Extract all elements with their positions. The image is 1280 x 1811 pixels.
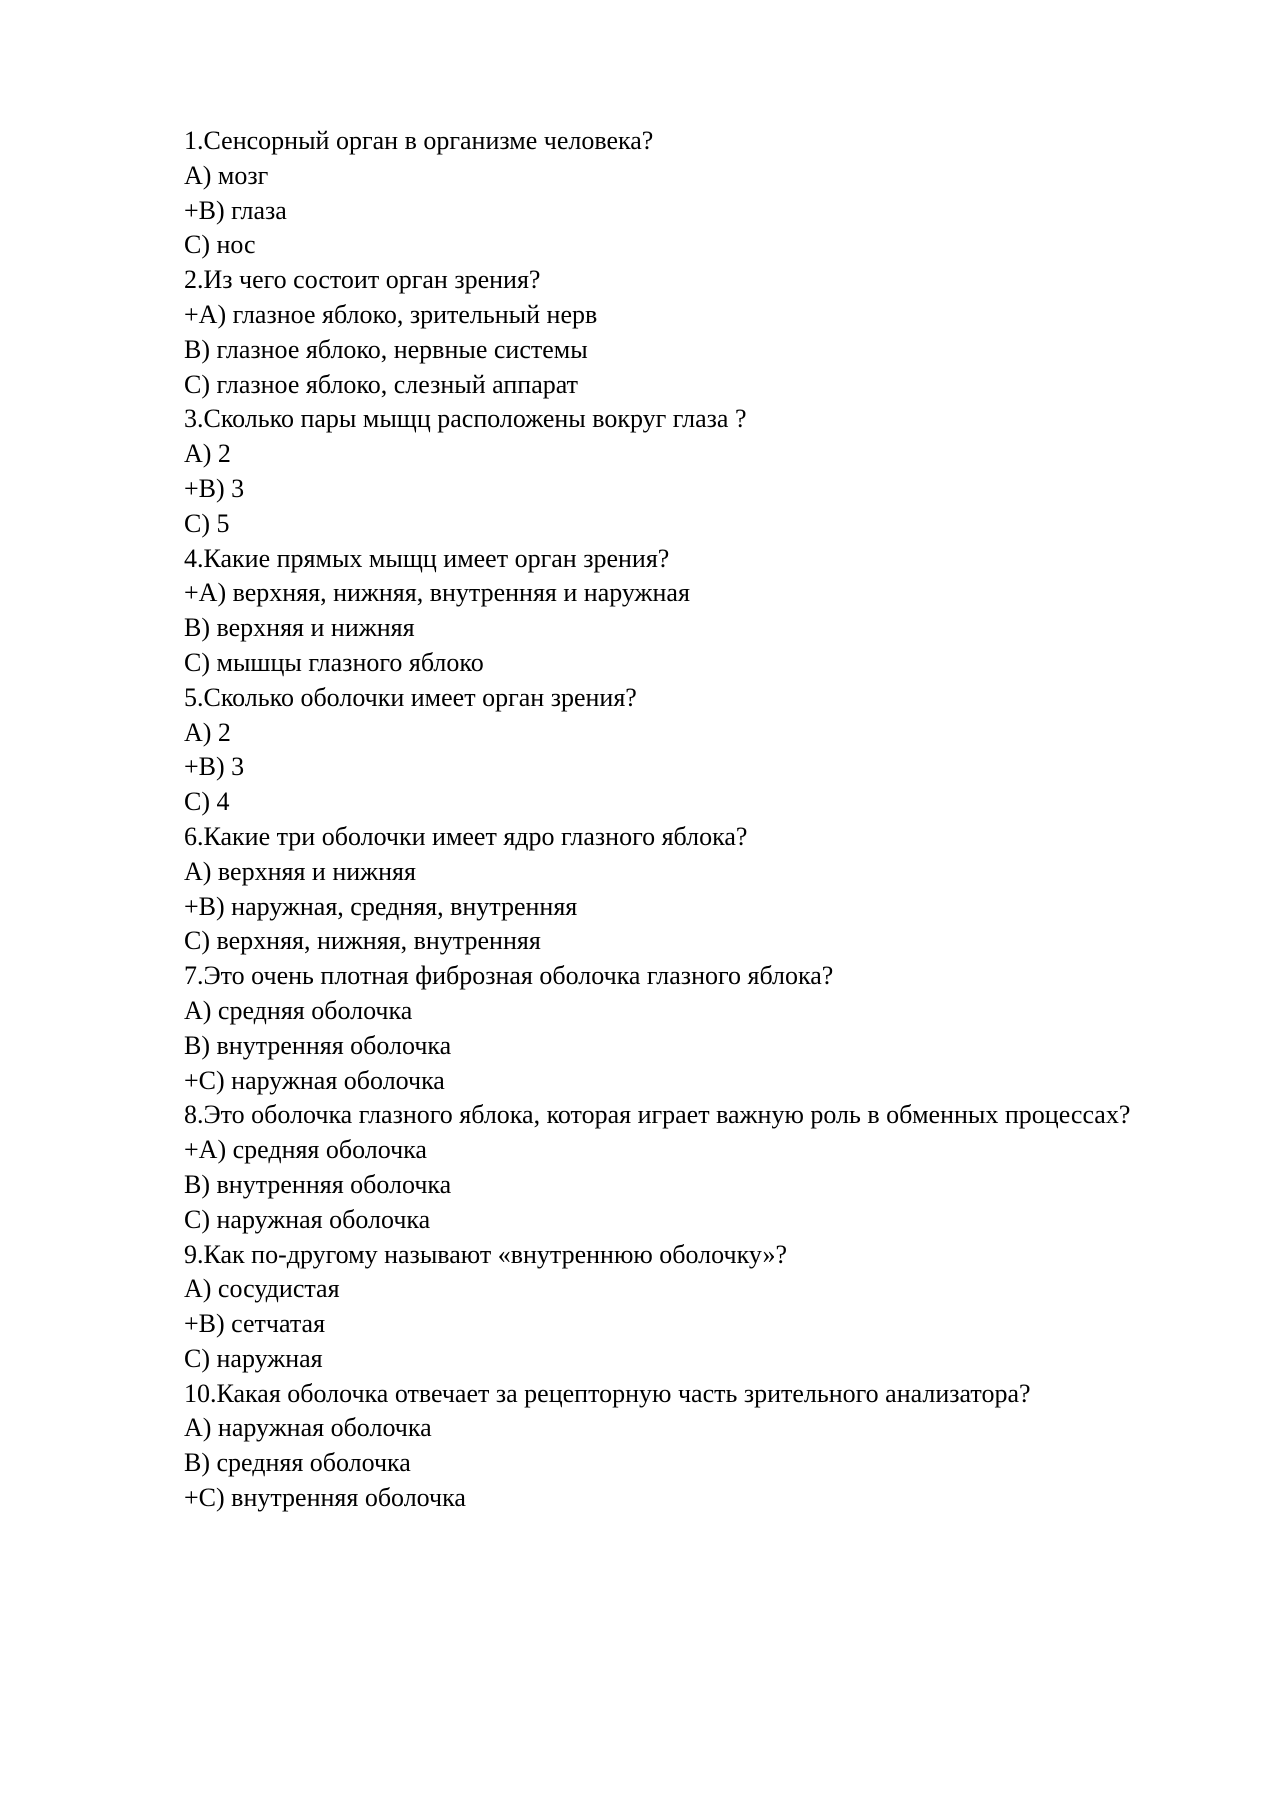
answer-8a: +А) средняя оболочка [184, 1135, 427, 1165]
answer-1b: +В) глаза [184, 195, 287, 225]
answer-9c: С) наружная [184, 1343, 323, 1373]
question-2: 2.Из чего состоит орган зрения? [184, 265, 541, 295]
answer-4a: +А) верхняя, нижняя, внутренняя и наружная [184, 578, 690, 608]
answer-4c: С) мышцы глазного яблоко [184, 647, 484, 677]
question-3: 3.Сколько пары мыщц расположены вокруг глаза ? [184, 404, 747, 434]
answer-8b: В) внутренняя оболочка [184, 1169, 452, 1199]
answer-10b: В) средняя оболочка [184, 1448, 411, 1478]
answer-6a: А) верхняя и нижняя [184, 856, 416, 886]
answer-5c: С) 4 [184, 787, 230, 817]
answer-2b: В) глазное яблоко, нервные системы [184, 334, 588, 364]
answer-10c: +С) внутренняя оболочка [184, 1483, 466, 1513]
question-8: 8.Это оболочка глазного яблока, которая играет важную роль в обменных процессах? [184, 1100, 1131, 1130]
answer-9a: А) сосудистая [184, 1274, 340, 1304]
answer-7c: +С) наружная оболочка [184, 1065, 445, 1095]
answer-1a: А) мозг [184, 160, 269, 190]
answer-2a: +А) глазное яблоко, зрительный нерв [184, 299, 598, 329]
answer-3b: +В) 3 [184, 473, 245, 503]
answer-5b: +В) 3 [184, 752, 245, 782]
answer-9b: +В) сетчатая [184, 1309, 326, 1339]
answer-3a: А) 2 [184, 439, 231, 469]
answer-3c: С) 5 [184, 508, 230, 538]
question-6: 6.Какие три оболочки имеет ядро глазного яблока? [184, 821, 748, 851]
answer-7b: В) внутренняя оболочка [184, 1030, 452, 1060]
question-10: 10.Какая оболочка отвечает за рецепторную часть зрительного анализатора? [184, 1378, 1031, 1408]
question-1: 1.Сенсорный орган в организме человека? [184, 126, 654, 155]
answer-8c: С) наружная оболочка [184, 1204, 431, 1234]
answer-4b: В) верхняя и нижняя [184, 613, 415, 643]
answer-6c: С) верхняя, нижняя, внутренняя [184, 926, 541, 956]
answer-6b: +В) наружная, средняя, внутренняя [184, 891, 578, 921]
question-7: 7.Это очень плотная фиброзная оболочка глазного яблока? [184, 961, 834, 991]
question-5: 5.Сколько оболочки имеет орган зрения? [184, 682, 637, 712]
answer-5a: А) 2 [184, 717, 231, 747]
answer-2c: С) глазное яблоко, слезный аппарат [184, 369, 578, 399]
quiz-text [184, 124, 1184, 1516]
answer-1c: С) нос [184, 230, 256, 260]
question-4: 4.Какие прямых мыщц имеет орган зрения? [184, 543, 670, 573]
answer-10a: А) наружная оболочка [184, 1413, 432, 1443]
answer-7a: А) средняя оболочка [184, 995, 413, 1025]
question-9: 9.Как по-другому называют «внутреннюю оболочку»? [184, 1239, 788, 1269]
